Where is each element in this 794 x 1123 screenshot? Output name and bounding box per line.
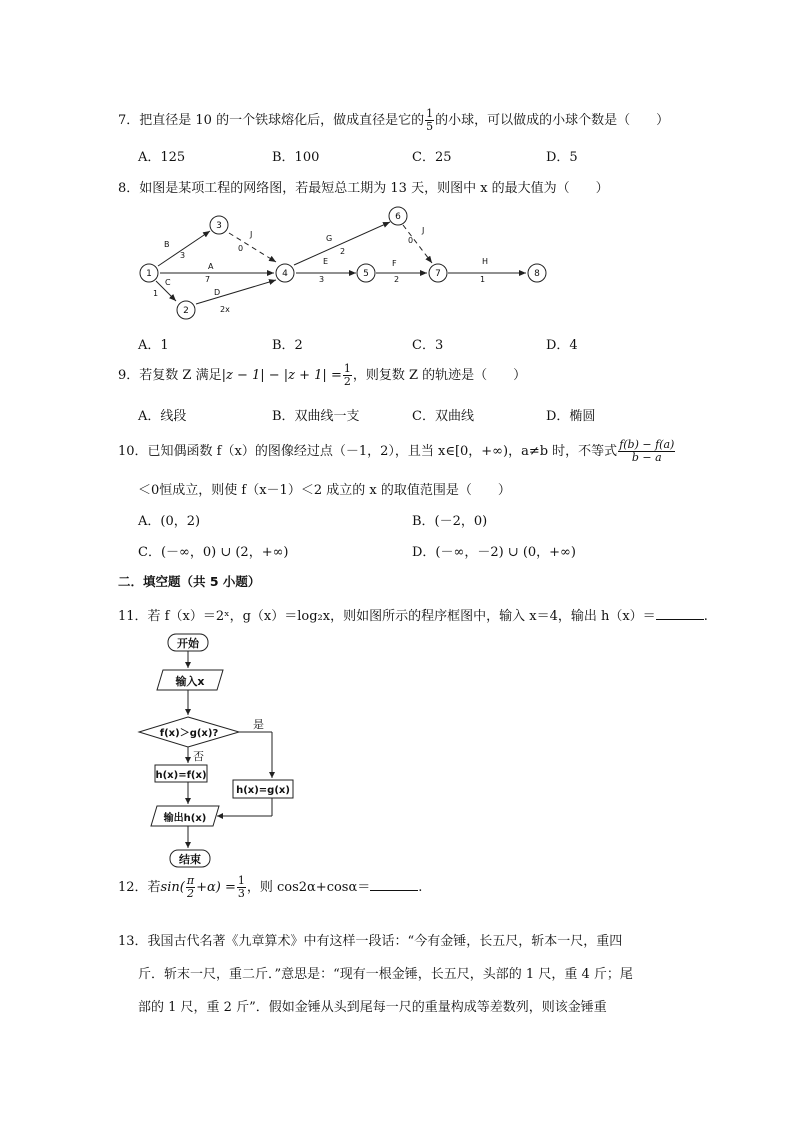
q7-option-a: A．125 xyxy=(138,150,186,165)
node-label-3: 3 xyxy=(216,221,222,231)
q7-option-c: C．25 xyxy=(412,150,452,165)
edge-label-g: G xyxy=(326,234,333,243)
flowchart-start-label: 开始 xyxy=(177,637,199,650)
answer-blank-12 xyxy=(370,880,418,891)
q7-option-b: B．100 xyxy=(272,150,320,165)
q10-option-c: C．(－∞，0) ∪ (2，+∞) xyxy=(138,545,289,560)
q8-option-b: B．2 xyxy=(272,338,303,353)
q10-option-b: B．(－2，0) xyxy=(412,514,488,529)
q7-option-d: D．5 xyxy=(546,150,578,165)
edge-label-b: B xyxy=(164,240,170,249)
edge-weight-a: 7 xyxy=(205,275,211,284)
flowchart xyxy=(135,630,315,875)
edge-weight-j2: 0 xyxy=(408,236,414,245)
q9-option-b: B．双曲线一支 xyxy=(272,409,360,424)
question-11: 11．若 f（x）＝2ˣ，g（x）＝log₂x，则如图所示的程序框图中，输入 x＝4，输出 h（x）＝ . xyxy=(118,609,708,624)
edge-weight-d: 2x xyxy=(220,305,230,314)
question-9 xyxy=(118,363,526,388)
section-heading-fill-in: 二．填空题（共 5 小题） xyxy=(118,574,261,589)
node-label-8: 8 xyxy=(534,269,540,279)
question-11-text: 11．若 f（x）＝2ˣ，g（x）＝log₂x，则如图所示的程序框图中，输入 x＝4，输出 h（x）＝ xyxy=(118,609,656,624)
question-9-suffix: ，则复数 Z 的轨迹是（ ） xyxy=(352,368,527,383)
question-7-prefix: 7．把直径是 10 的一个铁球熔化后，做成直径是它的 xyxy=(118,113,425,128)
q8-option-a: A．1 xyxy=(138,338,169,353)
edge-label-j1: J xyxy=(250,230,253,239)
flowchart-yes-label: 是 xyxy=(253,718,264,731)
q10-option-d: D．(－∞，－2) ∪ (0，+∞) xyxy=(412,545,576,560)
question-9-prefix: 9．若复数 Z 满足 xyxy=(118,368,222,383)
node-label-1: 1 xyxy=(146,269,152,279)
q8-option-d: D．4 xyxy=(546,338,578,353)
question-8: 8．如图是某项工程的网络图，若最短总工期为 13 天，则图中 x 的最大值为（ ） xyxy=(118,181,609,196)
flowchart-h-f-label: h(x)=f(x) xyxy=(155,770,207,781)
flowchart-output-label: 输出h(x) xyxy=(163,813,207,824)
node-label-7: 7 xyxy=(435,269,441,279)
edge-label-j2: J xyxy=(422,226,425,235)
flowchart-input-label: 输入x xyxy=(175,675,205,688)
edge-label-e: E xyxy=(323,257,329,266)
flowchart-end-label: 结束 xyxy=(179,853,201,866)
q9-option-d: D．椭圆 xyxy=(546,409,596,424)
question-10-line-1 xyxy=(118,439,676,464)
answer-blank-11 xyxy=(656,609,704,620)
node-label-2: 2 xyxy=(183,306,189,316)
edge-weight-c: 1 xyxy=(153,289,159,298)
node-label-6: 6 xyxy=(395,212,401,222)
edge-label-c: C xyxy=(165,278,171,287)
q10-option-a: A．(0，2) xyxy=(138,514,201,529)
question-10-text: 10．已知偶函数 f（x）的图像经过点（－1，2），且当 x∈[0，+∞)，a≠b 时，不等式 xyxy=(118,444,618,459)
edge-label-f: F xyxy=(392,259,397,268)
question-13-line-1: 13．我国古代名著《九章算术》中有这样一段话：“今有金锤，长五尺，斩本一尺，重四 xyxy=(118,934,623,949)
edge-weight-b: 3 xyxy=(180,251,186,260)
question-13-line-2: 斤．斩末一尺，重二斤．”意思是：“现有一根金锤，长五尺，头部的 1 尺，重 4 斤；尾 xyxy=(138,967,633,982)
edge-label-h: H xyxy=(482,257,489,266)
edge-weight-h: 1 xyxy=(480,275,486,284)
question-7-suffix: 的小球，可以做成的小球个数是（ ） xyxy=(435,113,670,128)
question-12: 12．若sin( $\frac{\pi}{2}$ +α) = $\frac{1}{3}$ ，则 cos2α+cosα＝ . xyxy=(118,874,423,900)
q9-option-a: A．线段 xyxy=(138,409,187,424)
edge-3-4-dashed xyxy=(229,233,276,262)
edge-weight-g: 2 xyxy=(340,247,346,256)
question-9-formula: |z − 1| − |z + 1| = xyxy=(221,368,342,383)
fraction-pi-over-two: $\frac{\pi}{2}$ xyxy=(186,874,195,900)
node-label-5: 5 xyxy=(363,269,369,279)
sin-expression: sin( xyxy=(160,880,185,895)
edge-label-d: D xyxy=(214,288,221,297)
flowchart-h-g-label: h(x)=g(x) xyxy=(236,785,290,796)
q9-option-c: C．双曲线 xyxy=(412,409,474,424)
question-7 xyxy=(118,108,669,133)
flowchart-condition-label: f(x)＞g(x)? xyxy=(159,728,219,739)
question-10-line-2: ＜0恒成立，则使 f（x－1）＜2 成立的 x 的取值范围是（ ） xyxy=(138,483,511,498)
edge-weight-e: 3 xyxy=(319,275,325,284)
edge-4-6 xyxy=(294,222,390,265)
fraction-one-half: $\frac{1}{2}$ xyxy=(343,362,351,388)
edge-label-a: A xyxy=(208,262,214,271)
fraction-one-third: $\frac{1}{3}$ xyxy=(237,874,245,900)
fraction-difference-quotient: $\frac{f(b) - f(a)}{b - a}$ xyxy=(619,438,675,464)
q8-option-c: C．3 xyxy=(412,338,444,353)
flowchart-no-label: 否 xyxy=(193,750,204,763)
edge-weight-f: 2 xyxy=(394,275,400,284)
fraction-one-fifth: $\frac{1}{5}$ xyxy=(426,107,434,133)
edge-weight-j1: 0 xyxy=(238,244,244,253)
node-label-4: 4 xyxy=(282,269,288,279)
question-13-line-3: 部的 1 尺，重 2 斤”．假如金锤从头到尾每一尺的重量构成等差数列，则该金锤重 xyxy=(138,1000,607,1015)
network-diagram xyxy=(130,200,570,325)
